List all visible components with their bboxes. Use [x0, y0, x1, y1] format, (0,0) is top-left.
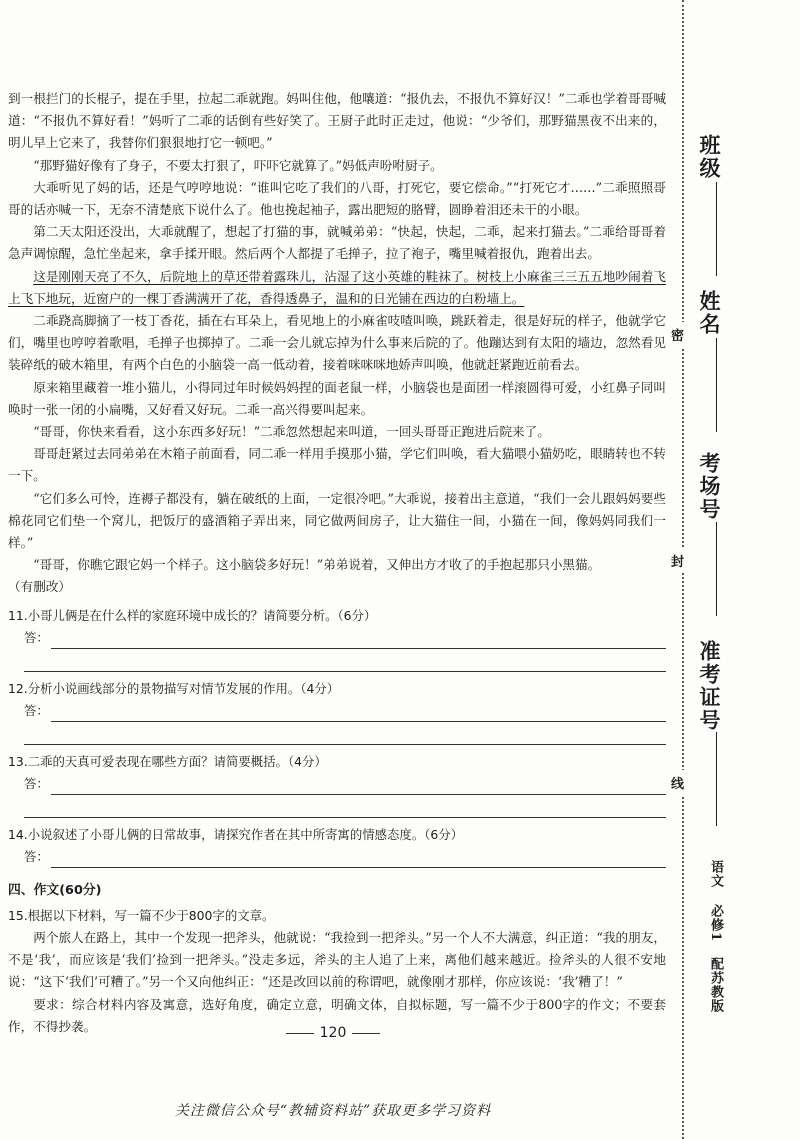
essay-prompt: 15.根据以下材料，写一篇不少于800字的文章。 [8, 907, 275, 923]
underlined-text: 这是刚刚天亮了不久，后院地上的草还带着露珠儿，沾湿了这小英雄的鞋袜了。树枝上小麻雀三三五五地吵闹着飞上飞下地玩，近窗户的一棵丁香满满开了花，香得透鼻子，温和的日光铺在西边的白粉墙上。 [8, 268, 666, 306]
question-13 [8, 751, 666, 818]
answer-row[interactable] [8, 846, 666, 868]
reading-passage [8, 88, 666, 1038]
book-info [706, 860, 725, 1023]
answer-line[interactable] [24, 722, 666, 745]
answer-row[interactable] [8, 773, 666, 795]
subject-label: 语文 [708, 860, 723, 888]
question-text: 12.分析小说画线部分的景物描写对情节发展的作用。（4分） [8, 680, 340, 696]
page-number: 120 [0, 1025, 666, 1041]
answer-line[interactable] [51, 780, 666, 795]
passage-paragraph: 到一根拦门的长棍子，提在手里，拉起二乖就跑。妈叫住他，他嚷道：“报仇去，不报仇不算好汉！”二乖也学着哥哥喊道：“不报仇不算好看！”妈听了二乖的话倒有些好笑了。王厨子此时正走过，他说：“少爷们，那野猫黑夜不出来的，明儿早上它来了，我替你们狠狠地打它一顿吧。” [8, 91, 666, 151]
passage-paragraph: “哥哥，你快来看看，这小东西多好玩！”二乖忽然想起来叫道，一回头哥哥正跑进后院来了。 [33, 424, 550, 440]
essay-requirement: 要求：综合材料内容及寓意，选好角度，确定立意，明确文体，自拟标题，写一篇不少于800字的作文；不要套作，不得抄袭。 [8, 996, 666, 1034]
question-11 [8, 605, 666, 672]
section-title: 四、作文(60分) [8, 883, 102, 899]
passage-paragraph: 哥哥赶紧过去同弟弟在木箱子前面看，同二乖一样用手摸那小猫，学它们叫唤，看大猫喂小猫奶吃，眼睛转也不转一下。 [8, 446, 666, 484]
exam-room-field[interactable] [716, 522, 717, 616]
seal-char-feng: 封 [671, 548, 684, 573]
book-label: 必修1 [708, 903, 723, 942]
passage-paragraph: 原来箱里藏着一堆小猫儿，小得同过年时候妈妈捏的面老鼠一样，小脑袋也是面团一样滚圆得可爱，小红鼻子同叫唤时一张一闭的小扁嘴，又好看又好玩。二乖一高兴得要叫起来。 [8, 379, 666, 417]
underlined-scenery-paragraph [8, 266, 666, 310]
class-field[interactable] [716, 182, 717, 276]
answer-line[interactable] [51, 707, 666, 722]
class-label: 班级 [697, 134, 722, 180]
seal-char-xian: 线 [671, 770, 684, 795]
question-text: 14.小说叙述了小哥儿俩的日常故事，请探究作者在其中所寄寓的情感态度。（6分） [8, 827, 464, 843]
answer-row[interactable] [8, 700, 666, 722]
name-field[interactable] [716, 338, 717, 432]
question-12 [8, 678, 666, 745]
answer-label: 答： [24, 776, 49, 792]
answer-line[interactable] [24, 649, 666, 672]
answer-line[interactable] [24, 795, 666, 818]
seal-char-mi: 密 [671, 322, 684, 347]
name-label: 姓名 [697, 290, 722, 336]
passage-paragraph: “哥哥，你瞧它跟它妈一个样子。这小脑袋多好玩！”弟弟说着，又伸出方才收了的手抱起那只小黑猫。 [33, 557, 601, 573]
exam-room-label: 考场号 [697, 452, 722, 521]
passage-paragraph: 二乖跷高脚摘了一枝丁香花，插在右耳朵上，看见地上的小麻雀吱喳叫唤，跳跃着走，很是好玩的样子，他就学它们，嘴里也哼哼着歌唱，毛掸子也掷掉了。二乖一会儿就忘掉为什么事来后院的了。他蹦达到有太阳的墙边，忽然看见装碎纸的破木箱里，有两个白色的小脑袋一高一低动着，接着咪咪咪地娇声叫唤，他就赶紧跑近前看去。 [8, 313, 666, 373]
question-text: 13.二乖的天真可爱表现在哪些方面？请简要概括。（4分） [8, 754, 327, 770]
footer-note: 关注微信公众号“教辅资料站”获取更多学习资料 [174, 1103, 492, 1119]
answer-line[interactable] [51, 634, 666, 649]
passage-paragraph: “那野猫好像有了身子，不要太打狠了，吓吓它就算了。”妈低声吩咐厨子。 [33, 157, 443, 173]
answer-line[interactable] [51, 853, 666, 868]
answer-label: 答： [24, 849, 49, 865]
answer-label: 答： [24, 629, 49, 645]
answer-row[interactable] [8, 627, 666, 649]
answer-label: 答： [24, 702, 49, 718]
passage-paragraph: 大乖听见了妈的话，还是气哼哼地说：“谁叫它吃了我们的八哥，打死它，要它偿命。”“打死它才……”二乖照照哥哥的话亦喊一下，无奈不清楚底下说什么了。他也挽起袖子，露出肥短的胳臂，圆睁着泪还未干的小眼。 [8, 179, 666, 218]
ticket-number-field[interactable] [716, 732, 717, 826]
edition-label: 配苏教版 [708, 957, 723, 1014]
question-text: 11.小哥儿俩是在什么样的家庭环境中成长的？请简要分析。（6分） [8, 607, 377, 623]
question-14 [8, 824, 666, 868]
ticket-number-label: 准考证号 [697, 640, 722, 732]
passage-paragraph: “它们多么可怜，连褥子都没有，躺在破纸的上面，一定很冷吧。”大乖说，接着出主意道，“我们一会儿跟妈妈要些棉花同它们垫一个窝儿，把饭厅的盛酒箱子弄出来，同它做两间房子，让大猫住一间，小猫在一间，像妈妈同我们一样。” [8, 490, 666, 551]
source-note: （有删改） [8, 579, 71, 595]
passage-paragraph: 第二天太阳还没出，大乖就醒了，想起了打猫的事，就喊弟弟：“快起，快起，二乖，起来打猫去。”二乖给哥哥着急声调惊醒，急忙坐起来，拿手揉开眼。然后两个人都提了毛掸子，拉了袍子，嘴里喊着报仇，跑着出去。 [8, 224, 666, 262]
essay-material: 两个旅人在路上，其中一个发现一把斧头，他就说：“我捡到一把斧头。”另一个人不大满意，纠正道：“我的朋友，不是‘我’，而应该是‘我们’捡到一把斧头。”没走多远，斧头的主人追了上来，离他们越来越近。捡斧头的人很不安地说：“这下‘我们’可糟了。”另一个又向他纠正：“还是改回以前的称谓吧，就像刚才那样，你应该说：‘我’糟了！” [8, 929, 666, 990]
